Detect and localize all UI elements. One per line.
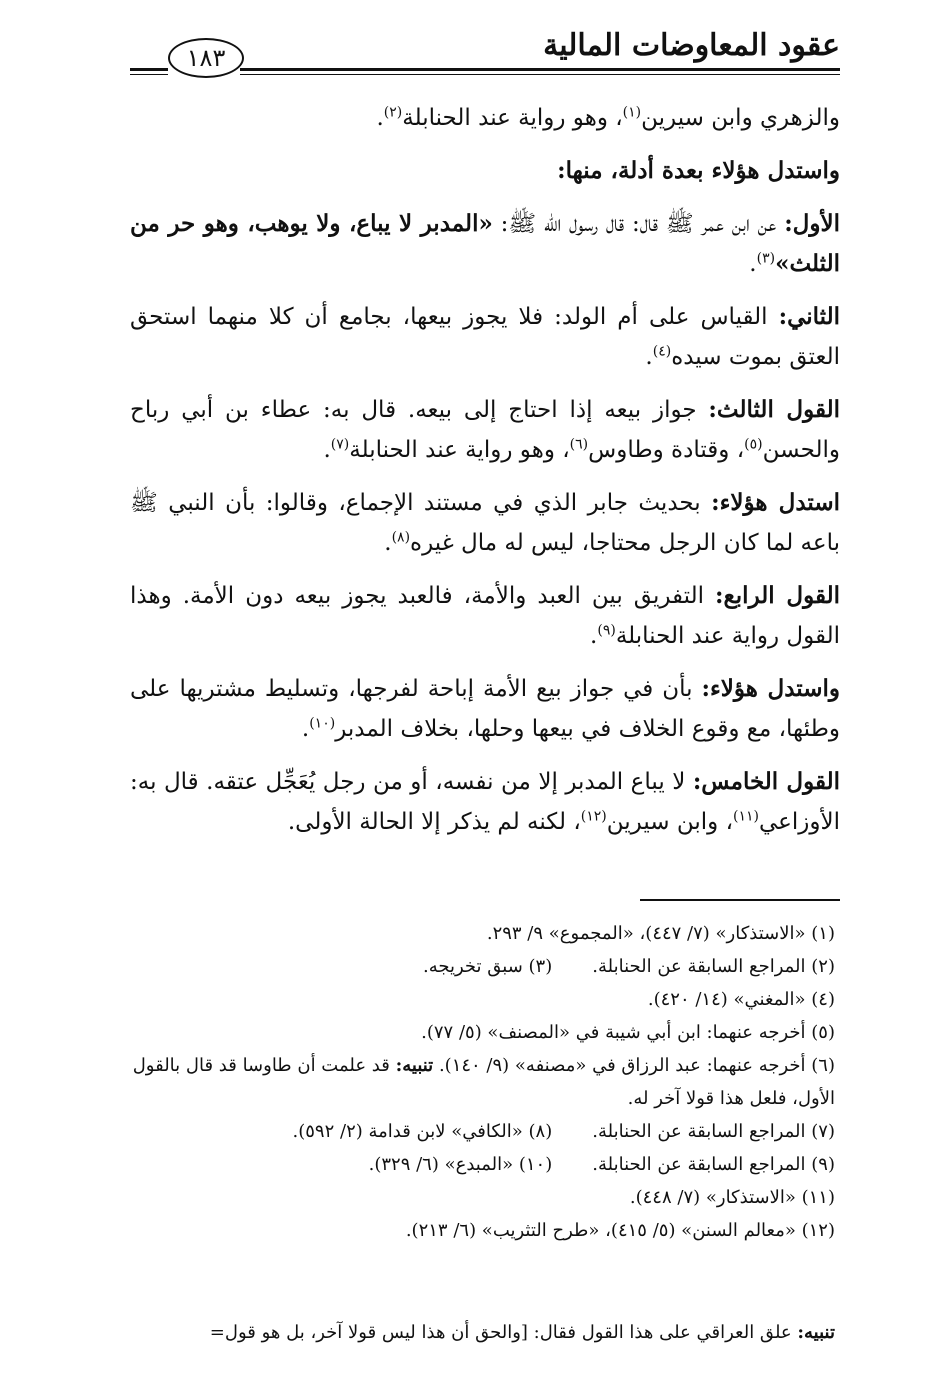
paragraph-heading: استدل هؤلاء: [711, 489, 841, 516]
paragraph: القول الثالث: جواز بيعه إذا احتاج إلى بيعه. قال به: عطاء بن أبي رباح والحسن$^{(٥)}$، وقتادة وطاوس$^{(٦)}$، وهو رواية عند الحنابلة$^{(٧)}$. [130, 396, 841, 463]
header-rule-left-thick [130, 68, 168, 71]
footnote-row [130, 1115, 835, 1148]
paragraph-heading: الأول: [784, 210, 841, 237]
footnote-ref: (٦) [569, 436, 589, 453]
footnote-ref: (٤) [652, 343, 672, 360]
header-rule-thin [240, 74, 840, 75]
paragraph [130, 151, 840, 191]
header-rule-left-thin [130, 74, 168, 75]
paragraph: والزهري وابن سيرين$^{(١)}$، وهو رواية عند الحنابلة$^{(٢)}$. [376, 104, 840, 131]
footnote: (٦) أخرجه عنهما: عبد الرزاق في «مصنفه» (٩/ ١٤٠). تنبيه: قد علمت أن طاوسا قد قال بالقول الأول، فلعل هذا قولا آخر له. [132, 1055, 835, 1109]
footnote-ref: (٧) [330, 436, 350, 453]
paragraph: استدل هؤلاء: بحديث جابر الذي في مستند الإجماع، وقالوا: بأن النبي ﷺ باعه لما كان الرجل محتاجا، ليس له مال غيره$^{(٨)}$. [130, 489, 841, 556]
footnote: (١١) «الاستذكار» (٧/ ٤٤٨). [629, 1187, 835, 1208]
footnote-separator [640, 899, 840, 901]
footnote-ref: (١١) [733, 808, 759, 825]
paragraph: الثاني: القياس على أم الولد: فلا يجوز بيعها، بجامع أن كلا منهما استحق العتق بموت سيده$^{(٤)}$. [130, 303, 840, 370]
paragraph-heading: القول الثالث: [708, 396, 841, 423]
footnote: (٧) المراجع السابقة عن الحنابلة. [592, 1121, 835, 1142]
paragraph: واستدل هؤلاء: بأن في جواز بيع الأمة إباحة لفرجها، وتسليط مشتريها على وطئها، مع وقوع الخلاف في بيعها وحلها، بخلاف المدبر$^{(١٠)}$. [130, 675, 841, 742]
footnote: (٤) «المغني» (١٤/ ٤٢٠). [647, 989, 835, 1010]
page-number: ١٨٣ [168, 38, 244, 78]
paragraph: الأول: عن ابن عمر ﷺ قال: قال رسول الله ﷺ: «المدبر لا يباع، ولا يوهب، وهو حر من الثلث»$^{(٣)}$. [130, 210, 841, 277]
footnote: (٣) سبق تخريجه. [422, 956, 553, 977]
bottom-note: تنبيه: علق العراقي على هذا القول فقال: [والحق أن هذا ليس قولا آخر، بل هو قول= [209, 1322, 835, 1343]
paragraph-heading: واستدل هؤلاء بعدة أدلة، منها: [557, 157, 840, 184]
paragraph-heading: القول الخامس: [692, 768, 840, 795]
footnote-ref: (١٢) [580, 808, 607, 825]
paragraph: القول الخامس: لا يباع المدبر إلا من نفسه، أو من رجل يُعَجِّل عتقه. قال به: الأوزاعي$^{(١١)}$، وابن سيرين$^{(١٢)}$، لكنه لم يذكر إلا الحالة الأولى. [130, 768, 840, 835]
footnote-row [130, 1148, 835, 1181]
footnote: (١) «الاستذكار» (٧/ ٤٤٧)، «المجموع» ٩/ ٢٩٣. [486, 923, 835, 944]
footnote-ref: (٥) [744, 436, 763, 453]
notice-label: تنبيه: [797, 1322, 835, 1343]
paragraph: القول الرابع: التفريق بين العبد والأمة، فالعبد يجوز بيعه دون الأمة. وهذا القول رواية عند الحنابلة$^{(٩)}$. [130, 582, 841, 649]
footnote: (١٠) «المبدع» (٦/ ٣٢٩). [368, 1154, 553, 1175]
footnote: (٥) أخرجه عنهما: ابن أبي شيبة في «المصنف» (٥/ ٧٧). [421, 1022, 835, 1043]
footnote-ref: (١٠) [309, 715, 336, 732]
paragraph-heading: القول الرابع: [715, 582, 841, 609]
footnotes [130, 917, 835, 1247]
notice-label: تنبيه: [395, 1055, 434, 1076]
main-text [130, 98, 840, 855]
footnote: (٨) «الكافي» لابن قدامة (٢/ ٥٩٢). [292, 1121, 553, 1142]
footnote-ref: (٨) [391, 529, 411, 546]
footnote-ref: (١) [622, 104, 642, 121]
header-rule-thick [240, 68, 840, 71]
book-title: عقود المعاوضات المالية [543, 28, 840, 63]
footnote-ref: (٢) [383, 104, 403, 121]
hadith-quote: «المدبر لا يباع، ولا يوهب، وهو حر من الثلث» [130, 210, 840, 277]
footnote: (٢) المراجع السابقة عن الحنابلة. [592, 956, 835, 977]
paragraph-heading: الثاني: [778, 303, 840, 330]
footnote-ref: (٩) [597, 622, 616, 639]
paragraph-heading: واستدل هؤلاء: [701, 675, 841, 702]
footnote: (٩) المراجع السابقة عن الحنابلة. [592, 1154, 835, 1175]
footnote: (١٢) «معالم السنن» (٥/ ٤١٥)، «طرح التثريب» (٦/ ٢١٣). [405, 1220, 835, 1241]
footnote-ref: (٣) [756, 250, 776, 267]
footnote-row [130, 950, 835, 983]
